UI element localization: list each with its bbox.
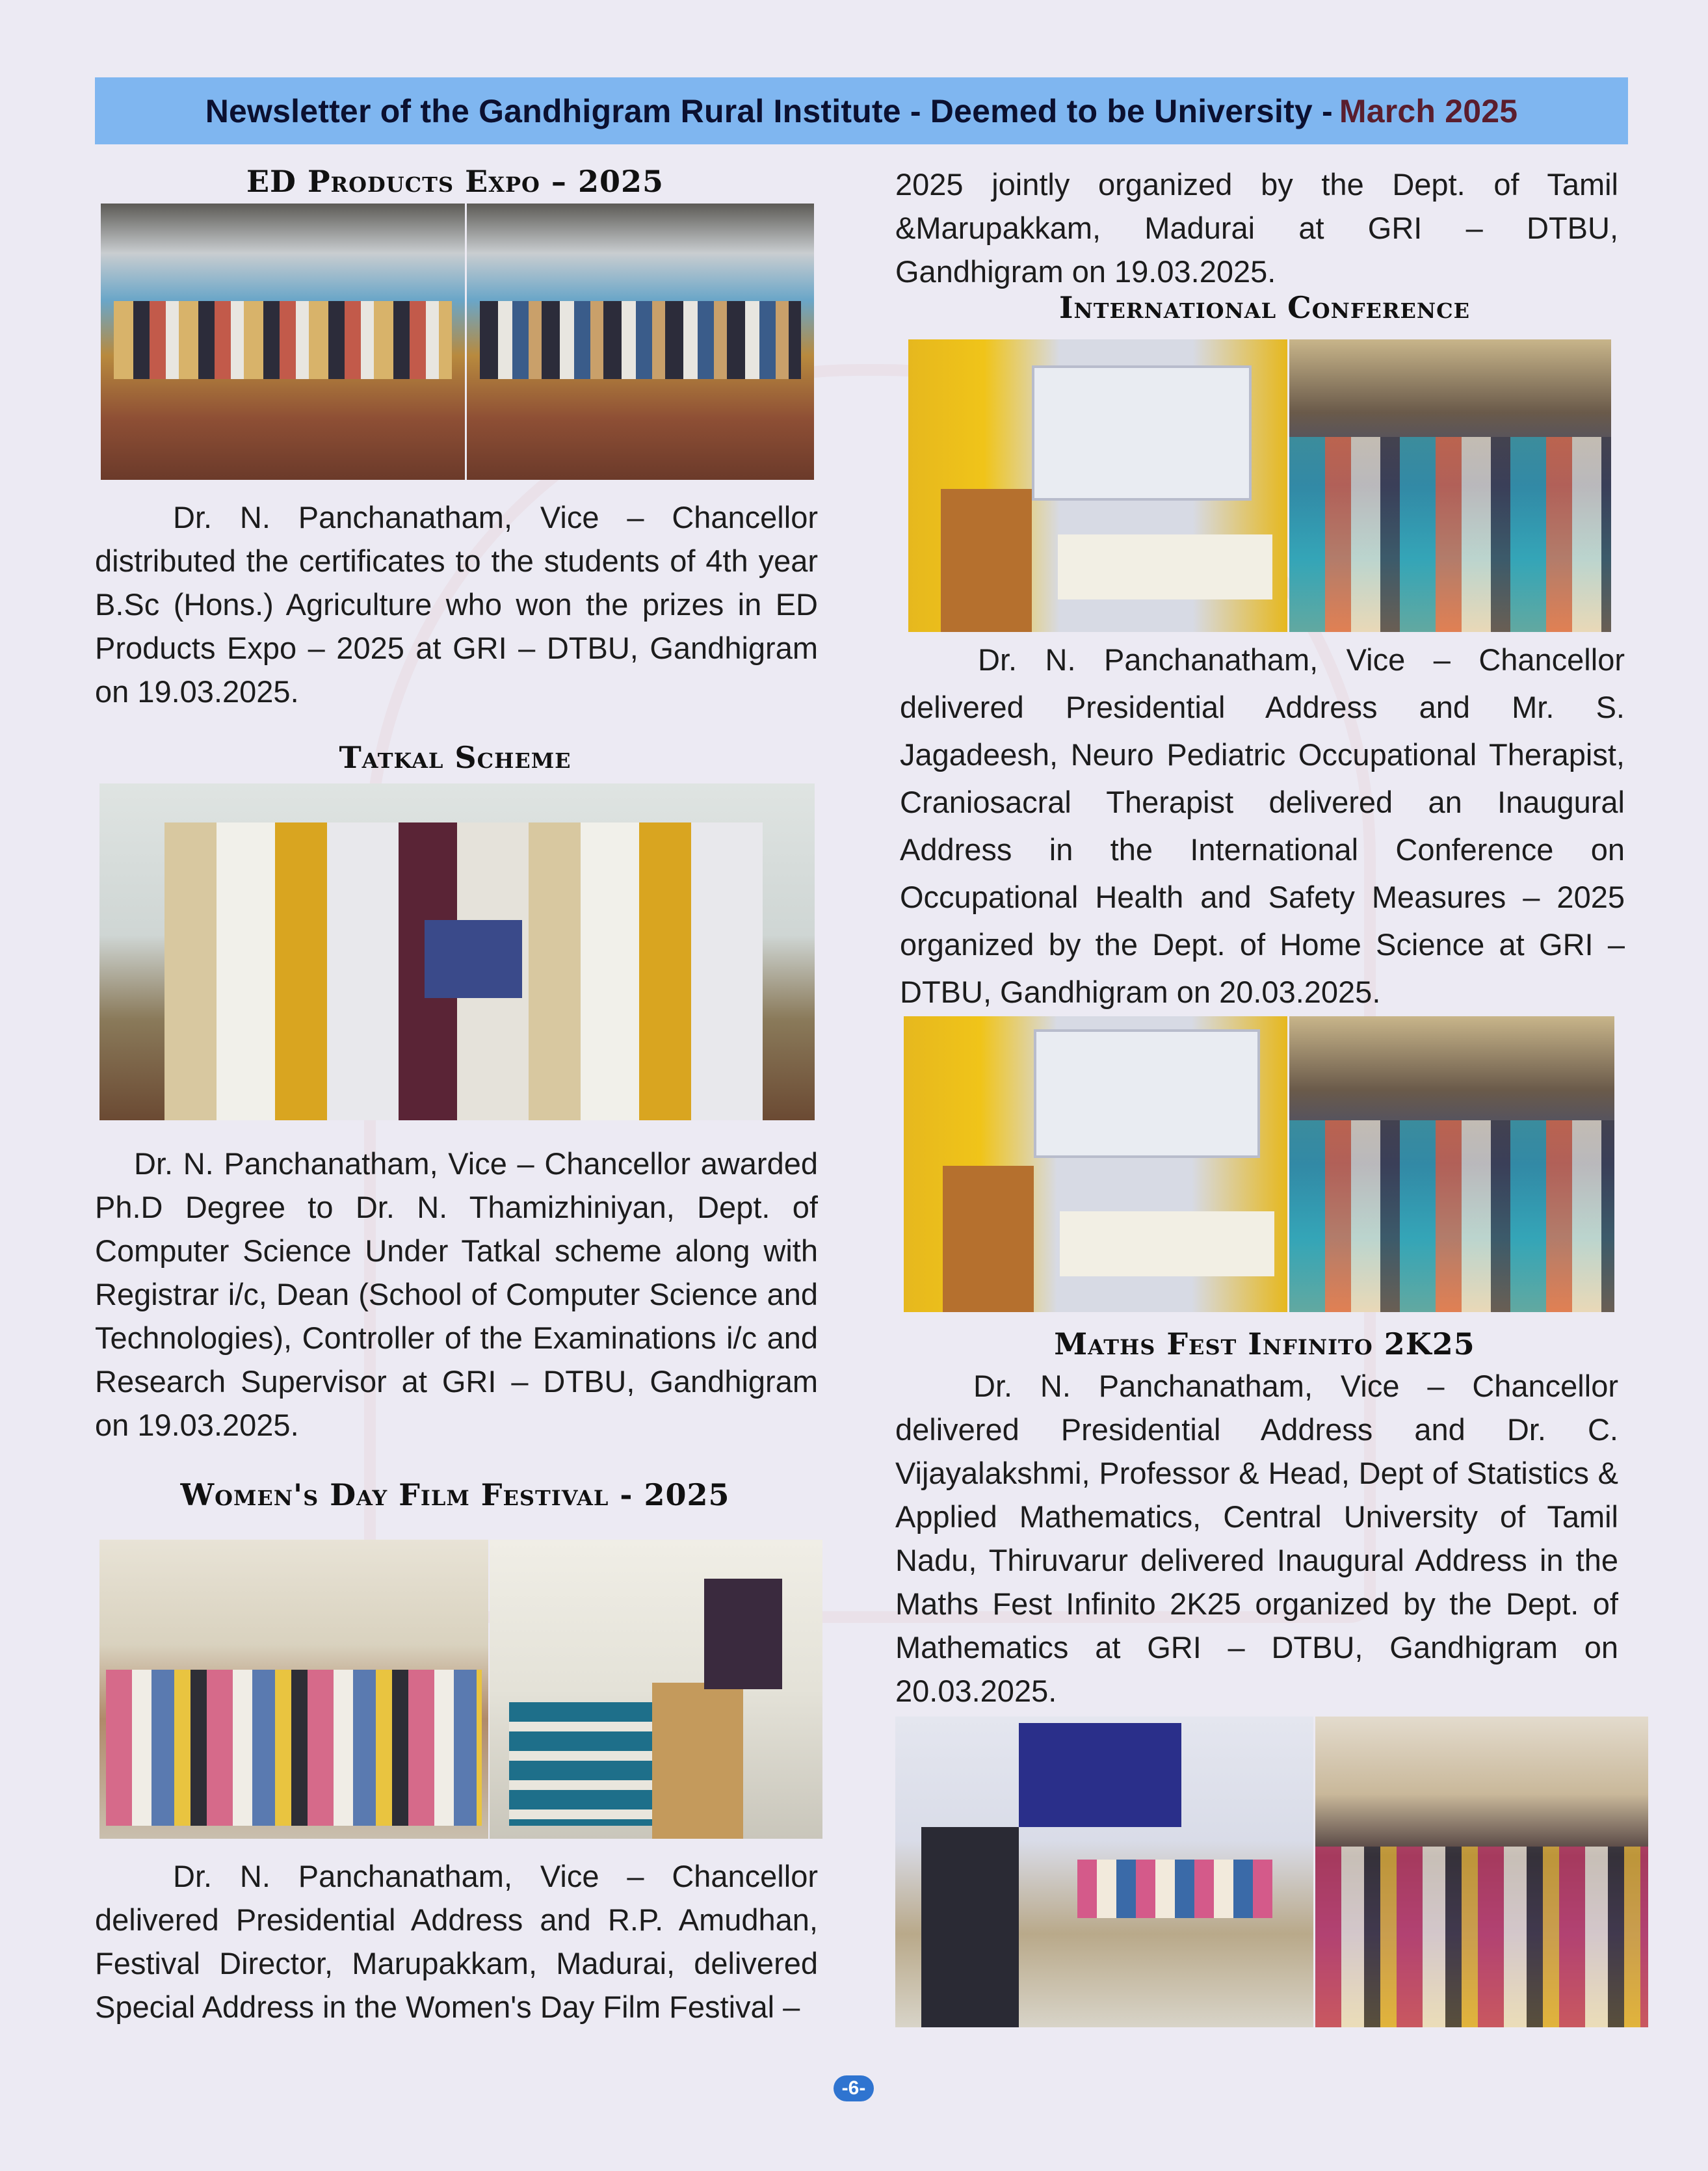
page-number: -6- bbox=[834, 2075, 874, 2101]
maths-fest-text: Dr. N. Panchanatham, Vice – Chancellor delivered Presidential Address and Dr. C. Vijayalakshmi, Professor & Head, Dept of Statistics & Applied Mathematics, Central University of Tamil Nadu, Thiruvarur delivered Inaugural Address in the Maths Fest Infinito 2K25 organized by the Dept. of Mathematics at GRI – DTBU, Gandhigram on 20.03.2025. bbox=[895, 1369, 1618, 1708]
paragraph-womens-day-continued bbox=[895, 163, 1618, 293]
header-date: March 2025 bbox=[1339, 92, 1518, 129]
section-heading-maths-fest: Maths Fest Infinito 2K25 bbox=[1054, 1326, 1475, 1362]
womens-day-text: Dr. N. Panchanatham, Vice – Chancellor delivered Presidential Address and R.P. Amudhan, Festival Director, Marupakkam, Madurai, delivered Special Address in the Women's Day Film Festival – bbox=[95, 1859, 818, 2024]
section-heading-ed-expo: ED Products Expo – 2025 bbox=[246, 164, 664, 199]
photo-maths-fest-audience bbox=[1315, 1717, 1648, 2027]
photo-ed-expo-1 bbox=[101, 204, 465, 480]
photo-womens-day-podium bbox=[490, 1540, 822, 1839]
paragraph-ed-expo bbox=[95, 495, 818, 713]
intl-conf-text: Dr. N. Panchanatham, Vice – Chancellor delivered Presidential Address and Mr. S. Jagadeesh, Neuro Pediatric Occupational Therapist, Craniosacral Therapist delivered an Inaugural Address in the International Conference on Occupational Health and Safety Measures – 2025 organized by the Dept. of Home Science at GRI – DTBU, Gandhigram on 20.03.2025. bbox=[900, 642, 1625, 1009]
photo-intl-conf-stage-2 bbox=[904, 1016, 1287, 1312]
photo-intl-conf-stage-1 bbox=[908, 339, 1287, 632]
paragraph-womens-day bbox=[95, 1854, 818, 2029]
photo-womens-day-audience bbox=[99, 1540, 488, 1839]
tatkal-text: Dr. N. Panchanatham, Vice – Chancellor awarded Ph.D Degree to Dr. N. Thamizhiniyan, Dept. of Computer Science Under Tatkal scheme along with Registrar i/c, Dean (School of Computer Science and Technologies), Controller of the Examinations i/c and Research Supervisor at GRI – DTBU, Gandhigram on 19.03.2025. bbox=[95, 1146, 818, 1442]
photo-tatkal-scheme bbox=[99, 783, 815, 1120]
womens-day-text-cont: 2025 jointly organized by the Dept. of Tamil &Marupakkam, Madurai at GRI – DTBU, Gandhigram on 19.03.2025. bbox=[895, 167, 1618, 289]
photo-intl-conf-audience-2 bbox=[1289, 1016, 1614, 1312]
newsletter-header bbox=[95, 77, 1628, 144]
section-heading-womens-day: Women's Day Film Festival - 2025 bbox=[180, 1477, 730, 1512]
header-title: Newsletter of the Gandhigram Rural Institute - Deemed to be University - bbox=[205, 92, 1333, 129]
photo-ed-expo-2 bbox=[467, 204, 814, 480]
ed-expo-text: Dr. N. Panchanatham, Vice – Chancellor distributed the certificates to the students of 4th year B.Sc (Hons.) Agriculture who won the prizes in ED Products Expo – 2025 at GRI – DTBU, Gandhigram on 19.03.2025. bbox=[95, 500, 818, 709]
photo-intl-conf-audience-1 bbox=[1289, 339, 1611, 632]
paragraph-maths-fest bbox=[895, 1364, 1618, 1713]
paragraph-tatkal bbox=[95, 1142, 818, 1447]
paragraph-intl-conf bbox=[900, 636, 1625, 1016]
photo-maths-fest-stage bbox=[895, 1717, 1313, 2027]
section-heading-intl-conf: International Conference bbox=[1058, 290, 1471, 325]
section-heading-tatkal: Tatkal Scheme bbox=[339, 740, 572, 775]
